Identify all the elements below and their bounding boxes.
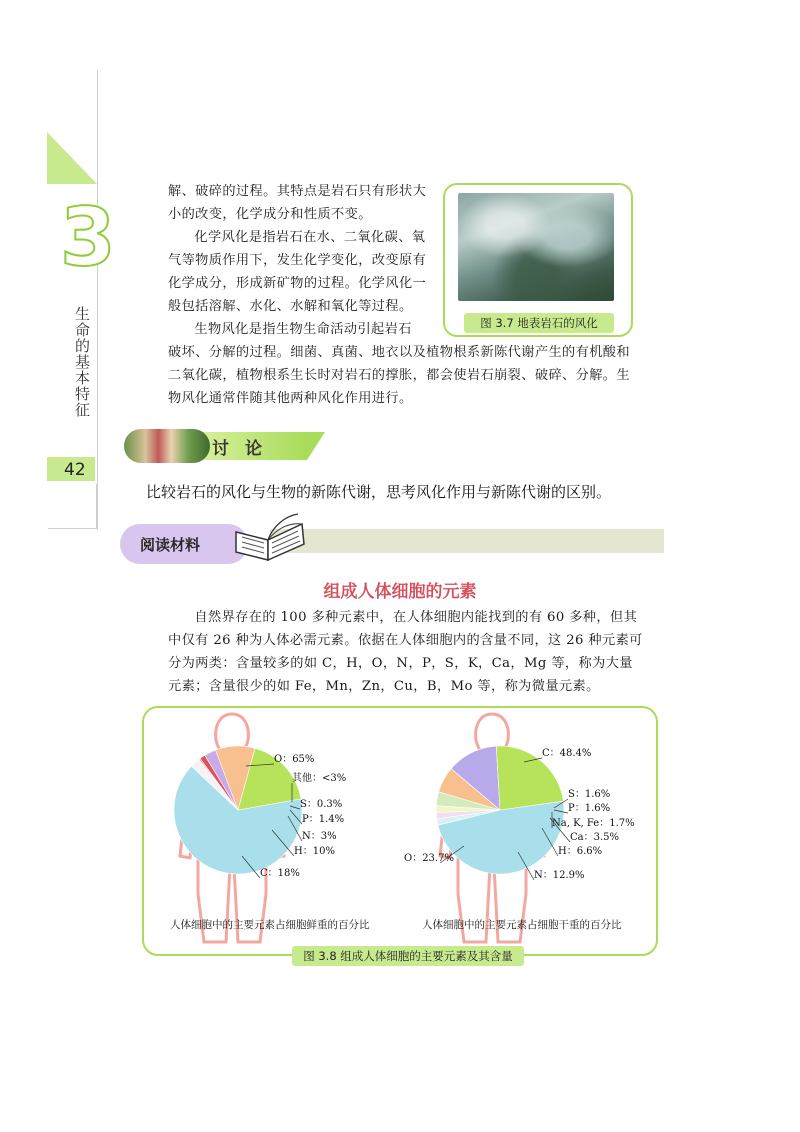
pie-slice-label: P：1.4% bbox=[302, 814, 345, 825]
chapter-title: 生命的基本特征 bbox=[73, 306, 91, 418]
pie-slice-label: 其他：<3% bbox=[292, 773, 347, 784]
article-paragraph: 自然界存在的 100 多种元素中，在人体细胞内能找到的有 60 多种，但其中仅有 26 种为人体必需元素。依据在人体细胞内的含量不同，这 26 种元素可分为两类：含量较多的如 C，H，O，N，P，S，K，Ca，Mg 等，称为大量元素；含量很少的如 Fe，Mn，Zn，Cu，B，Mo 等，称为微量元素。 bbox=[168, 610, 643, 694]
chart-title-dry-weight: 人体细胞中的主要元素占细胞干重的百分比 bbox=[422, 919, 622, 931]
pie-slice-label: S：0.3% bbox=[300, 799, 343, 810]
discussion-question: 比较岩石的风化与生物的新陈代谢，思考风化作用与新陈代谢的区别。 bbox=[146, 483, 612, 501]
pie-slice-label: C：18% bbox=[260, 868, 300, 879]
article-title: 组成人体细胞的元素 bbox=[323, 582, 477, 602]
pie-slice-label: Ca：3.5% bbox=[570, 832, 620, 843]
pie-slice-label: O：65% bbox=[274, 754, 315, 765]
chart-title-fresh-weight: 人体细胞中的主要元素占细胞鲜重的百分比 bbox=[170, 919, 370, 931]
pie-chart-dry-weight bbox=[436, 746, 564, 874]
chapter-number: 3 bbox=[60, 191, 116, 284]
page-corner-line bbox=[48, 484, 97, 529]
margin-divider bbox=[97, 70, 98, 530]
chapter-corner-triangle bbox=[47, 132, 97, 184]
pie-slice-label: H：10% bbox=[294, 846, 335, 857]
element-pie-charts bbox=[142, 706, 654, 952]
pie-chart-fresh-weight bbox=[174, 746, 302, 874]
pie-slice-label: N：12.9% bbox=[534, 870, 585, 881]
pie-slice-label: N：3% bbox=[302, 831, 337, 842]
paragraph-chemical-weathering: 化学风化是指岩石在水、二氧化碳、氧气等物质作用下，发生化学变化，改变原有化学成分，形成新矿物的过程。化学风化一般包括溶解、水化、水解和氧化等过程。 bbox=[168, 230, 427, 314]
paragraph-bio-weathering-start: 生物风化是指生物生命活动引起岩石 bbox=[194, 322, 412, 337]
pie-slice-label: C：48.4% bbox=[542, 748, 592, 759]
reading-label: 阅读材料 bbox=[140, 536, 201, 554]
pie-slice-label: O：23.7% bbox=[404, 853, 454, 864]
pie-slice-label: H：6.6% bbox=[558, 846, 603, 857]
pie-slice-label: Na, K, Fe：1.7% bbox=[552, 818, 635, 829]
figure-3-7-caption: 图 3.7 地表岩石的风化 bbox=[464, 313, 614, 333]
paragraph-bio-weathering: 破坏、分解的过程。细菌、真菌、地衣以及植物根系新陈代谢产生的有机酸和二氧化碳，植物根系生长时对岩石的撑胀，都会使岩石崩裂、破碎、分解。生物风化通常伴随其他两种风化作用进行。 bbox=[168, 345, 630, 406]
discussion-title: 讨论 bbox=[212, 439, 278, 459]
weathered-rock-photo bbox=[458, 193, 614, 301]
discussion-photo-icon bbox=[124, 429, 210, 463]
pie-slice-label: S：1.6% bbox=[568, 789, 611, 800]
pie-slice-label: P：1.6% bbox=[568, 803, 611, 814]
figure-3-8-caption: 图 3.8 组成人体细胞的主要元素及其含量 bbox=[292, 946, 524, 966]
page-number: 42 bbox=[64, 460, 86, 480]
paragraph-text: 解、破碎的过程。其特点是岩石只有形状大小的改变，化学成分和性质不变。 bbox=[168, 184, 427, 222]
paragraph-physical-weathering bbox=[168, 180, 438, 318]
reading-banner bbox=[270, 529, 664, 553]
open-book-icon bbox=[232, 510, 308, 562]
